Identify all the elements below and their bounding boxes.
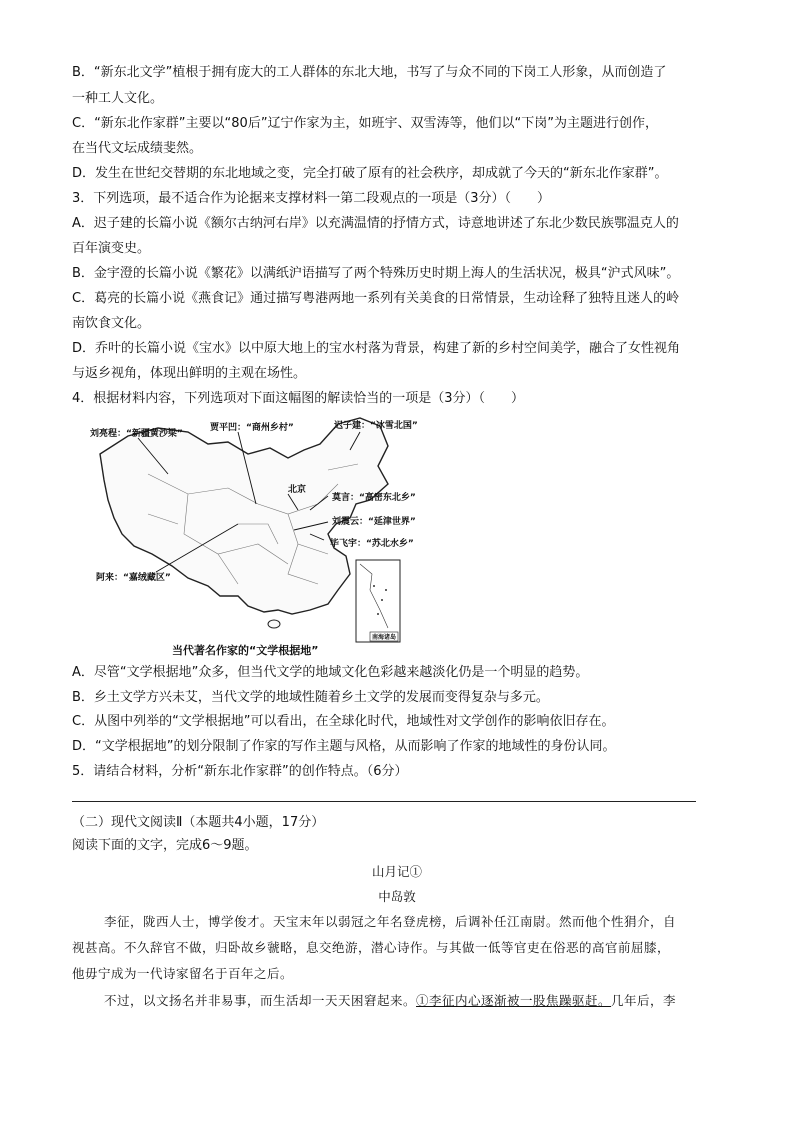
para2-text-after: 几年后，李 — [611, 993, 677, 1008]
label-liuliangcheng: 刘亮程：“新疆黄沙梁” — [90, 429, 183, 439]
para1-line1: 李征，陇西人士，博学俊才。天宝末年以弱冠之年名登虎榜，后调补任江南尉。然而他个性狷介，自 — [104, 914, 677, 929]
q3-option-c-line1: C．葛亮的长篇小说《燕食记》通过描写粤港两地一系列有关美食的日常情景，生动诠释了独特且迷人的岭 — [72, 291, 680, 306]
q3-option-d-line2: 与返乡视角，体现出鲜明的主观在场性。 — [72, 366, 307, 381]
label-liuzhenyun: 刘震云：“延津世界” — [332, 517, 416, 527]
para1-line2: 视甚高。不久辞官不做，归卧故乡虢略，息交绝游，潜心诗作。与其做一低等官吏在俗恶的高官前屈膝， — [72, 940, 671, 955]
question-4: 4．根据材料内容，下列选项对下面这幅图的解读恰当的一项是（3分）（ ） — [72, 391, 525, 406]
nanhai-label: 南海诸岛 — [372, 634, 397, 641]
question-5: 5．请结合材料，分析“新东北作家群”的创作特点。（6分） — [72, 764, 408, 779]
label-chizijian: 迟子建：“冰雪北国” — [334, 421, 418, 431]
label-moyan: 莫言：“高密东北乡” — [332, 493, 416, 503]
q3-option-d-line1: D．乔叶的长篇小说《宝水》以中原大地上的宝水村落为背景，构建了新的乡村空间美学，融合了女性视角 — [72, 341, 681, 356]
story-author: 中岛敦 — [378, 889, 416, 904]
option-c-line2: 在当代文坛成绩斐然。 — [72, 141, 203, 156]
option-d-line1: D．发生在世纪交替期的东北地域之变，完全打破了原有的社会秩序，却成就了今天的“新东北作家群”。 — [72, 166, 668, 181]
nanhai-inset — [356, 560, 400, 642]
section-instruction: 阅读下面的文字，完成6～9题。 — [72, 838, 258, 853]
map-caption: 当代著名作家的“文学根据地” — [172, 644, 319, 657]
para2-line1 — [104, 992, 676, 1010]
q3-option-a-line2: 百年演变史。 — [72, 241, 151, 256]
para2-underlined-sentence: ①李征内心逐渐被一股焦躁驱赶。 — [416, 993, 612, 1008]
q4-option-b: B．乡土文学方兴未艾，当代文学的地域性随着乡土文学的发展而变得复杂与多元。 — [72, 690, 549, 705]
q3-option-c-line2: 南饮食文化。 — [72, 316, 151, 331]
label-alai: 阿来：“嘉绒藏区” — [96, 573, 171, 583]
section-heading: （二）现代文阅读Ⅱ（本题共4小题，17分） — [72, 815, 325, 830]
literary-base-map — [88, 414, 460, 658]
story-title: 山月记① — [371, 864, 422, 879]
q3-option-a-line1: A．迟子建的长篇小说《额尔古纳河右岸》以充满温情的抒情方式，诗意地讲述了东北少数民族鄂温克人的 — [72, 216, 679, 231]
hainan-island — [268, 620, 280, 628]
q4-option-c: C．从图中列举的“文学根据地”可以看出，在全球化时代，地域性对文学创作的影响依旧存在。 — [72, 714, 615, 729]
section-divider — [72, 801, 696, 802]
option-b-line1: B．“新东北文学”植根于拥有庞大的工人群体的东北大地，书写了与众不同的下岗工人形象，从而创造了 — [72, 65, 667, 80]
q3-option-b: B．金宇澄的长篇小说《繁花》以满纸沪语描写了两个特殊历史时期上海人的生活状况，极具“沪式风味”。 — [72, 266, 680, 281]
para2-text-before: 不过，以文扬名并非易事，而生活却一天天困窘起来。 — [104, 993, 417, 1008]
option-b-line2: 一种工人文化。 — [72, 91, 164, 106]
question-3: 3．下列选项，最不适合作为论据来支撑材料一第二段观点的一项是（3分）（ ） — [72, 191, 551, 206]
label-jiapingwa: 贾平凹：“商州乡村” — [210, 423, 294, 433]
label-beijing: 北京 — [288, 485, 307, 495]
q4-option-a: A．尽管“文学根据地”众多，但当代文学的地域文化色彩越来越淡化仍是一个明显的趋势。 — [72, 665, 589, 680]
q4-option-d: D．“文学根据地”的划分限制了作家的写作主题与风格，从而影响了作家的地域性的身份认同。 — [72, 739, 616, 754]
label-bifeiyu: 毕飞宇：“苏北水乡” — [330, 539, 414, 549]
para1-line3: 他毋宁成为一代诗家留名于百年之后。 — [72, 966, 294, 981]
option-c-line1: C．“新东北作家群”主要以“80后”辽宁作家为主，如班宇、双雪涛等，他们以“下岗”为主题进行创作， — [72, 116, 659, 131]
china-outline — [100, 418, 388, 614]
